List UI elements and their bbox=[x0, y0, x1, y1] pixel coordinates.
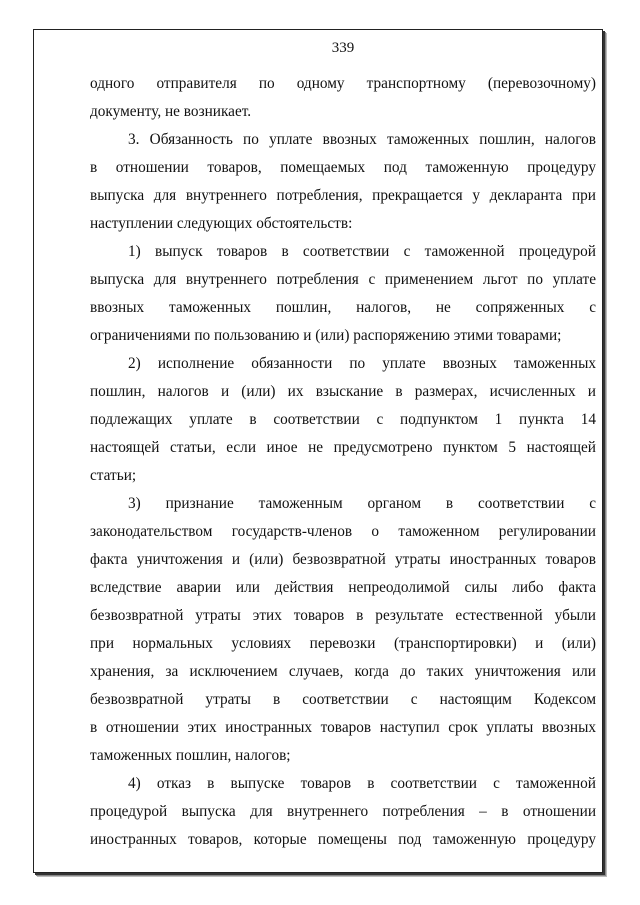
paragraph-start-line: 3. Обязанность по уплате ввозных таможенных пошлин, налогов bbox=[128, 131, 596, 148]
text-line: одного отправителя по одному транспортному (перевозочному) bbox=[90, 75, 596, 92]
text-line: выпуска для внутреннего потребления с применением льгот по уплате bbox=[90, 271, 596, 288]
paragraph-start-line: 4) отказ в выпуске товаров в соответствии с таможенной bbox=[128, 775, 596, 792]
text-line: иностранных товаров, которые помещены под таможенную процедуру bbox=[90, 831, 596, 848]
text-line: таможенных пошлин, налогов; bbox=[90, 747, 291, 764]
text-line: безвозвратной утраты в соответствии с настоящим Кодексом bbox=[90, 691, 596, 708]
text-line: документу, не возникает. bbox=[90, 103, 252, 120]
page-number: 339 bbox=[331, 40, 355, 56]
text-line: наступлении следующих обстоятельств: bbox=[90, 215, 353, 232]
text-line: ввозных таможенных пошлин, налогов, не сопряженных с bbox=[90, 299, 596, 316]
text-line: процедурой выпуска для внутреннего потребления – в отношении bbox=[90, 803, 596, 820]
paragraph-start-line: 1) выпуск товаров в соответствии с таможенной процедурой bbox=[128, 243, 596, 260]
text-line: в отношении этих иностранных товаров наступил срок уплаты ввозных bbox=[90, 719, 596, 736]
text-line: в отношении товаров, помещаемых под таможенную процедуру bbox=[90, 159, 596, 176]
text-line: выпуска для внутреннего потребления, прекращается у декларанта при bbox=[90, 187, 596, 204]
text-line: статьи; bbox=[90, 467, 137, 484]
text-line: ограничениями по пользованию и (или) распоряжению этими товарами; bbox=[90, 327, 562, 344]
text-line: пошлин, налогов и (или) их взыскание в размерах, исчисленных и bbox=[90, 383, 596, 400]
paragraph-start-line: 2) исполнение обязанности по уплате ввозных таможенных bbox=[128, 355, 596, 372]
text-line: при нормальных условиях перевозки (транспортировки) и (или) bbox=[90, 635, 596, 652]
paragraph-start-line: 3) признание таможенным органом в соответствии с bbox=[128, 495, 596, 512]
text-line: хранения, за исключением случаев, когда до таких уничтожения или bbox=[90, 663, 596, 680]
text-line: законодательством государств-членов о таможенном регулировании bbox=[90, 523, 596, 540]
text-line: безвозвратной утраты этих товаров в результате естественной убыли bbox=[90, 607, 596, 624]
text-line: вследствие аварии или действия непреодолимой силы либо факта bbox=[90, 579, 596, 596]
text-line: факта уничтожения и (или) безвозвратной утраты иностранных товаров bbox=[90, 551, 596, 568]
text-line: подлежащих уплате в соответствии с подпунктом 1 пункта 14 bbox=[90, 411, 596, 428]
text-line: настоящей статьи, если иное не предусмотрено пунктом 5 настоящей bbox=[90, 439, 596, 456]
